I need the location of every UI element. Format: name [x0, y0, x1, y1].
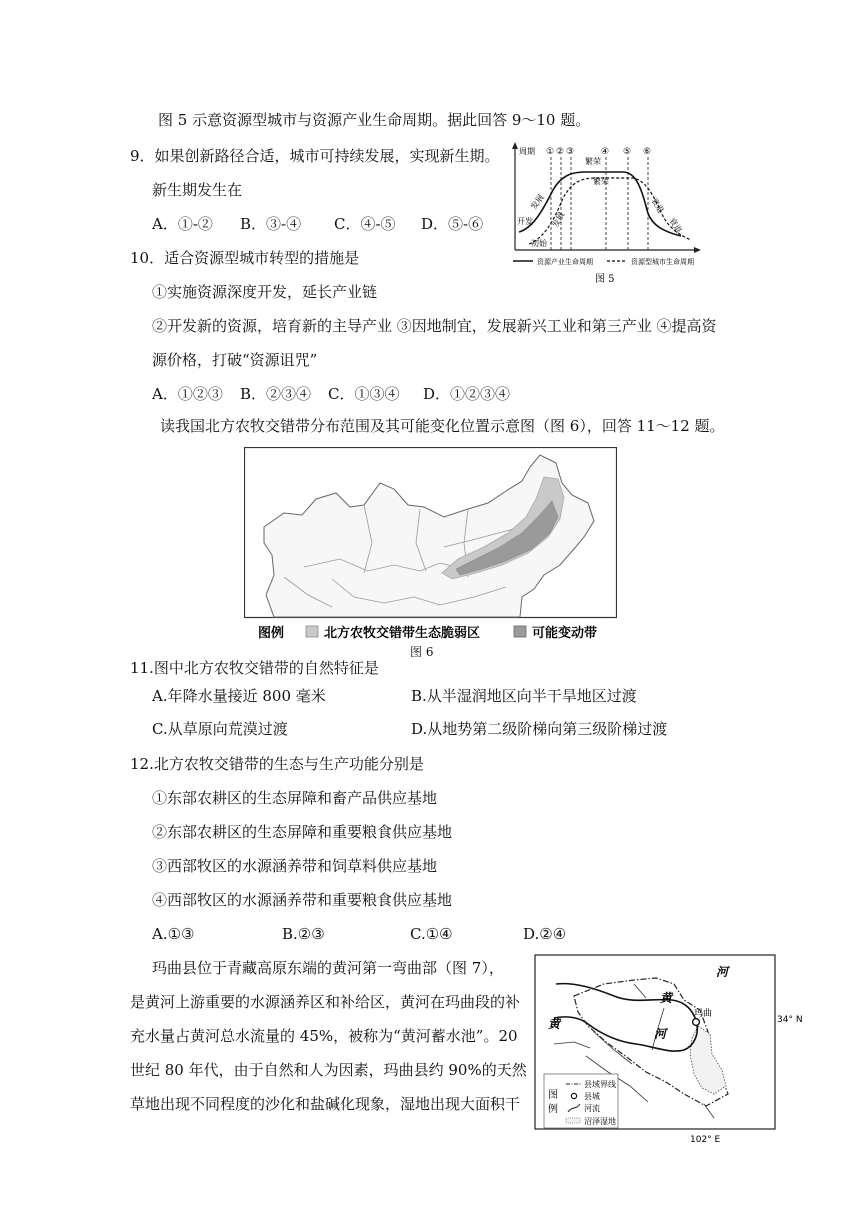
fig7-river-label-3: 黄 [548, 1017, 561, 1031]
fig6-legend-change: 可能变动带 [532, 626, 598, 641]
fig5-marker-1: ① [546, 147, 555, 157]
fig7-county-label: 玛曲 [694, 1009, 713, 1019]
q12-item-3: ③西部牧区的水源涵养带和饲草料供应基地 [152, 857, 438, 875]
fig5-stage-exploit: 开发 [517, 217, 533, 226]
q11-option-b: B.从半湿润地区向半干旱地区过渡 [411, 687, 637, 705]
q11-option-c: C.从草原向荒漠过渡 [152, 720, 288, 738]
fig7-legend-swamp: 沼泽湿地 [584, 1117, 616, 1126]
fig5-marker-5: ⑤ [623, 147, 632, 157]
q11-option-d: D.从地势第二级阶梯向第三级阶梯过渡 [411, 720, 668, 738]
figure-5-lifecycle-diagram [505, 140, 705, 288]
fig7-river-label-2: 黄 [660, 991, 673, 1005]
passage-line-4: 世纪 80 年代，由于自然和人为因素，玛曲县约 90%的天然 [130, 1061, 527, 1079]
q9-option-d: D．⑤-⑥ [421, 215, 484, 233]
passage-line-1: 玛曲县位于青藏高原东端的黄河第一弯曲部（图 7）， [152, 959, 504, 977]
fig5-caption: 图 5 [595, 274, 615, 285]
q12-stem: 12.北方农牧交错带的生态与生产功能分别是 [130, 755, 424, 773]
fig6-legend-fragile: 北方农牧交错带生态脆弱区 [324, 626, 481, 641]
q12-option-d: D.②④ [523, 925, 567, 943]
q12-item-2: ②东部农耕区的生态屏障和重要粮食供应基地 [152, 823, 453, 841]
q12-option-b: B.②③ [282, 925, 325, 943]
fig5-stage-initial: 初始 [531, 239, 547, 248]
fig5-stage-decline-1: 衰退 [649, 196, 666, 215]
q10-item-2: ②开发新的资源，培育新的主导产业 ③因地制宜，发展新兴工业和第三产业 ④提高资 [152, 317, 717, 335]
fig6-legend-title: 图例 [258, 626, 285, 641]
fig7-legend-river: 河流 [584, 1104, 600, 1113]
q12-option-a: A.①③ [152, 925, 195, 943]
q10-option-c: C．①③④ [328, 385, 400, 403]
q12-option-c: C.①④ [410, 925, 453, 943]
fig7-legend-title-2: 例 [548, 1104, 558, 1115]
q9-option-b: B．③-④ [240, 215, 302, 233]
fig7-lon-label: 102° E [690, 1135, 721, 1145]
figure-6-map [244, 447, 617, 643]
q10-option-b: B．②③④ [240, 385, 312, 403]
fig6-intro: 读我国北方农牧交错带分布范围及其可能变化位置示意图（图 6），回答 11～12 题。 [160, 417, 725, 435]
fig5-marker-2: ② [556, 147, 565, 157]
passage-line-3: 充水量占黄河总水流量的 45%，被称为“黄河蓄水池”。20 [130, 1027, 518, 1045]
fig7-river-label-4: 河 [654, 1027, 667, 1041]
q12-item-1: ①东部农耕区的生态屏障和畜产品供应基地 [152, 789, 438, 807]
passage-line-5: 草地出现不同程度的沙化和盐碱化现象，湿地出现大面积干 [130, 1095, 521, 1113]
q10-option-a: A．①②③ [152, 385, 223, 403]
q11-stem: 11.图中北方农牧交错带的自然特征是 [130, 659, 379, 677]
passage-line-2: 是黄河上游重要的水源涵养区和补给区，黄河在玛曲段的补 [130, 993, 521, 1011]
fig7-legend-county-seat: 县城 [584, 1092, 600, 1101]
q12-item-4: ④西部牧区的水源涵养带和重要粮食供应基地 [152, 891, 453, 909]
fig5-marker-4: ④ [601, 147, 610, 157]
fig5-stage-decline-2: 衰退 [667, 216, 684, 235]
fig5-stage-boom-2: 繁荣 [593, 177, 609, 186]
q10-stem: 10．适合资源型城市转型的措施是 [130, 249, 360, 267]
fig5-city-curve [529, 178, 691, 244]
fig7-river-label-1: 河 [716, 965, 729, 979]
q10-item-1: ①实施资源深度开发，延长产业链 [152, 283, 378, 301]
fig5-legend-solid: 资源产业生命周期 [537, 258, 593, 266]
fig5-legend-dashed: 资源型城市生命周期 [631, 258, 694, 266]
q10-item-3: 源价格，打破“资源诅咒” [152, 351, 318, 369]
q9-option-c: C．④-⑤ [334, 215, 396, 233]
fig5-y-label: 周期 [519, 147, 535, 156]
figure-7-maqu-map [534, 954, 806, 1148]
county-seat-marker [693, 1019, 700, 1026]
fig6-caption: 图 6 [410, 645, 434, 659]
fig5-marker-3: ③ [566, 147, 575, 157]
fig7-legend-boundary: 县域界线 [584, 1080, 616, 1089]
q9-option-a: A．①-② [152, 215, 213, 233]
q10-option-d: D．①②③④ [423, 385, 511, 403]
fig5-stage-dev-2: 发展 [550, 210, 567, 229]
fig5-intro: 图 5 示意资源型城市与资源产业生命周期。据此回答 9～10 题。 [158, 111, 591, 129]
q9-stem-cont: 新生期发生在 [152, 181, 243, 199]
fig5-stage-dev-1: 发展 [529, 192, 546, 212]
q9-stem: 9．如果创新路径合适，城市可持续发展，实现新生期。 [130, 147, 500, 165]
fig7-legend-title-1: 图 [548, 1090, 558, 1101]
q11-option-a: A.年降水量接近 800 毫米 [152, 687, 326, 705]
fig5-stage-boom-1: 繁荣 [585, 157, 601, 166]
fig5-marker-6: ⑥ [643, 147, 652, 157]
fig7-lat-label: 34° N [777, 1015, 803, 1025]
